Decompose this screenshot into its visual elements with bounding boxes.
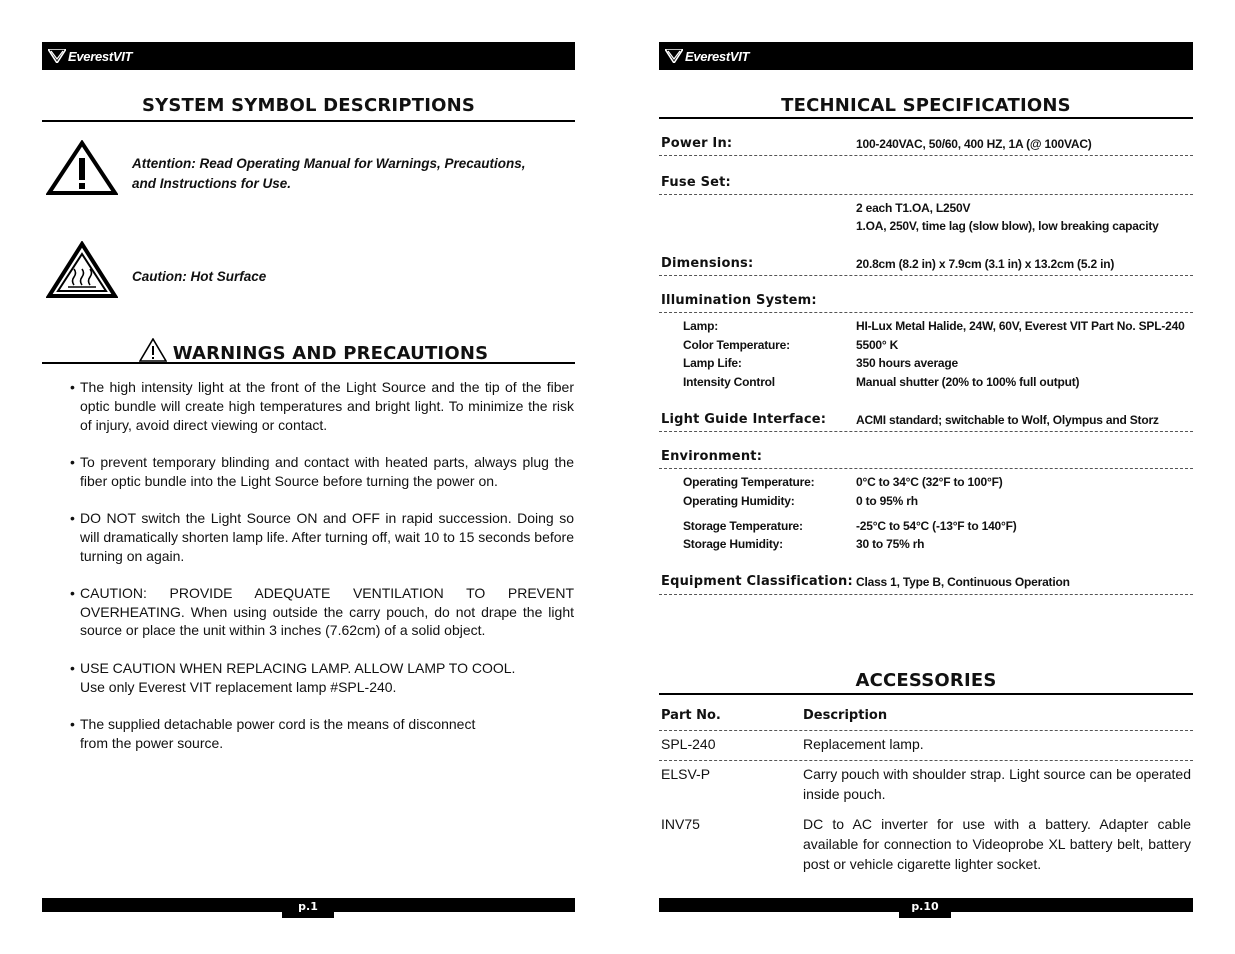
warning-item: • DO NOT switch the Light Source ON and OFF in rapid succession. Doing so will dramatically shorten lamp life. After turning off, wait 10 to 15 seconds before turning on again. <box>70 509 574 564</box>
warning-item: • CAUTION: PROVIDE ADEQUATE VENTILATION TO PREVENT OVERHEATING. When using outside the carry pouch, do not drape the light source or place the unit within 3 inches (7.62cm) of a solid object. <box>70 584 574 639</box>
header-bar <box>659 42 1193 70</box>
accessories-header-part: Part No. <box>661 708 721 723</box>
spec-subvalue: 350 hours average <box>856 356 958 370</box>
brand-logo <box>48 47 132 65</box>
logo-mark-icon <box>665 49 683 63</box>
spec-value-dimensions: 20.8cm (8.2 in) x 7.9cm (3.1 in) x 13.2cm (5.2 in) <box>856 257 1115 271</box>
warning-item: • The high intensity light at the front of the Light Source and the tip of the fiber optic bundle will create high temperatures and bright light. To minimize the risk of injury, avoid direct viewing or contact. <box>70 379 574 433</box>
accessory-description: Replacement lamp. <box>803 736 924 752</box>
accessory-description: DC to AC inverter for use with a battery. Adapter cable available for connection to Videoprobe XL battery belt, battery post or vehicle cigarette lighter socket. <box>803 816 1191 872</box>
spec-sublabel: Operating Humidity: <box>683 494 795 508</box>
spec-label-equipment: Equipment Classification: <box>661 574 853 589</box>
spec-label-light-guide: Light Guide Interface: <box>661 412 827 427</box>
accessory-description: Carry pouch with shoulder strap. Light source can be operated inside pouch. <box>803 766 1191 802</box>
brand-name: EverestVIT <box>685 48 750 64</box>
section-title-symbols: SYSTEM SYMBOL DESCRIPTIONS <box>141 95 476 116</box>
logo-mark-icon <box>48 49 66 63</box>
warning-icon <box>139 338 167 362</box>
warnings-list <box>70 378 574 771</box>
accessory-part-no: INV75 <box>661 816 700 832</box>
warning-item: • To prevent temporary blinding and contact with heated parts, always plug the fiber optic bundle into the Light Source before turning the power on. <box>70 453 574 489</box>
section-rule <box>42 120 575 122</box>
header-bar <box>42 42 575 70</box>
spec-value-fuse-line1: 2 each T1.OA, L250V <box>856 201 971 215</box>
symbol-description-hot-surface: Caution: Hot Surface <box>132 269 267 284</box>
spec-subvalue: -25°C to 54°C (-13°F to 140°F) <box>856 519 1017 533</box>
section-rule <box>659 117 1193 119</box>
spec-subvalue: 30 to 75% rh <box>856 537 925 551</box>
spec-label-dimensions: Dimensions: <box>661 256 754 271</box>
spec-sublabel: Lamp: <box>683 319 719 333</box>
dotted-divider <box>659 431 1193 432</box>
hot-surface-icon <box>46 241 118 304</box>
dotted-divider <box>659 312 1193 313</box>
spec-subvalue: 0°C to 34°C (32°F to 100°F) <box>856 475 1003 489</box>
spec-sublabel: Storage Temperature: <box>683 519 803 533</box>
brand-name: EverestVIT <box>68 48 133 64</box>
accessory-part-no: SPL-240 <box>661 736 716 752</box>
spec-sublabel: Operating Temperature: <box>683 475 815 489</box>
brand-logo <box>665 47 749 65</box>
warnings-title-text: WARNINGS AND PRECAUTIONS <box>172 343 489 364</box>
spec-label-environment: Environment: <box>661 449 763 464</box>
left-page <box>42 0 575 954</box>
spec-sublabel: Color Temperature: <box>683 338 790 352</box>
warning-item: • The supplied detachable power cord is the means of disconnect from the power source. <box>70 715 476 751</box>
spec-sublabel: Intensity Control <box>683 375 775 389</box>
dotted-divider <box>659 594 1193 595</box>
spec-subvalue: 0 to 95% rh <box>856 494 918 508</box>
section-title-warnings <box>42 338 575 364</box>
dotted-divider <box>659 468 1193 469</box>
warning-item: • USE CAUTION WHEN REPLACING LAMP. ALLOW LAMP TO COOL. Use only Everest VIT replacement lamp #SPL-240. <box>70 659 516 695</box>
section-title-specs: TECHNICAL SPECIFICATIONS <box>781 95 1071 116</box>
spec-value-equipment: Class 1, Type B, Continuous Operation <box>856 575 1070 589</box>
accessory-part-no: ELSV-P <box>661 766 711 782</box>
spec-sublabel: Lamp Life: <box>683 356 742 370</box>
section-rule <box>42 362 575 364</box>
accessories-header-description: Description <box>803 708 888 723</box>
page-number: p.10 <box>899 898 951 918</box>
symbol-description-attention: Attention: Read Operating Manual for Warnings, Precautions, and Instructions for Use. <box>132 156 526 191</box>
spec-value-power-in: 100-240VAC, 50/60, 400 HZ, 1A (@ 100VAC) <box>856 137 1092 151</box>
attention-warning-icon <box>46 140 118 201</box>
spec-label-illumination: Illumination System: <box>661 293 817 308</box>
spec-value-light-guide: ACMI standard; switchable to Wolf, Olympus and Storz <box>856 413 1159 427</box>
spec-value-fuse-line2: 1.OA, 250V, time lag (slow blow), low breaking capacity <box>856 219 1159 233</box>
section-rule <box>659 693 1193 695</box>
spec-label-fuse-set: Fuse Set: <box>661 175 731 190</box>
spec-subvalue: 5500° K <box>856 338 899 352</box>
spec-sublabel: Storage Humidity: <box>683 537 783 551</box>
dotted-divider <box>659 275 1193 276</box>
right-page <box>659 0 1193 954</box>
spec-subvalue: HI-Lux Metal Halide, 24W, 60V, Everest VIT Part No. SPL-240 <box>856 319 1185 333</box>
dotted-divider <box>659 730 1193 731</box>
spec-subvalue: Manual shutter (20% to 100% full output) <box>856 375 1080 389</box>
dotted-divider <box>659 155 1193 156</box>
dotted-divider <box>659 760 1193 761</box>
section-title-accessories: ACCESSORIES <box>855 670 997 691</box>
page-number: p.1 <box>282 898 334 918</box>
spec-label-power-in: Power In: <box>661 136 733 151</box>
dotted-divider <box>659 194 1193 195</box>
